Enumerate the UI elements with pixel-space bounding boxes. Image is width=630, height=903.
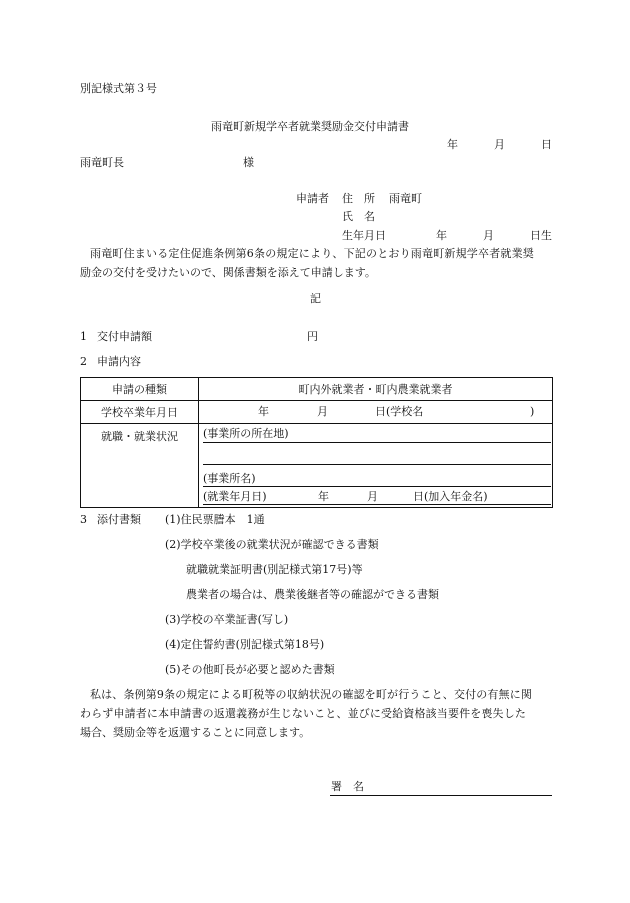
application-table bbox=[80, 377, 553, 508]
item1-label: 交付申請額 bbox=[97, 330, 152, 343]
addressee-honorific: 様 bbox=[243, 156, 254, 169]
row-employment-value bbox=[199, 424, 553, 508]
signature-line[interactable] bbox=[330, 795, 552, 796]
table-row bbox=[81, 378, 553, 401]
employment-day-pension: 日(加入年金名) bbox=[413, 490, 488, 503]
row-graduation-label: 学校卒業年月日 bbox=[81, 401, 199, 424]
graduation-day-school: 日(学校名 bbox=[375, 405, 424, 418]
date-day: 日 bbox=[541, 138, 552, 151]
birth-year: 年 bbox=[436, 229, 447, 242]
birthdate-label: 生年月日 bbox=[342, 229, 386, 242]
address-label: 住 所 bbox=[342, 192, 375, 205]
consent-line-1: 私は、条例第9条の規定による町税等の収納状況の確認を町が行うこと、交付の有無に関 bbox=[90, 688, 532, 701]
row-graduation-value bbox=[199, 401, 553, 424]
graduation-close-paren: ) bbox=[530, 405, 535, 418]
attachment-5: (5)その他町長が必要と認めた書類 bbox=[165, 663, 335, 676]
item2-number: 2 bbox=[80, 355, 87, 368]
signature-label: 署 名 bbox=[331, 780, 364, 793]
ki-heading: 記 bbox=[310, 292, 321, 305]
attachment-2b: 農業者の場合は、農業後継者等の確認ができる書類 bbox=[186, 588, 439, 601]
row-employment-label: 就職・就業状況 bbox=[81, 424, 199, 508]
table-row bbox=[81, 401, 553, 424]
birth-month: 月 bbox=[483, 229, 494, 242]
attachment-2: (2)学校卒業後の就業状況が確認できる書類 bbox=[165, 538, 379, 551]
row-type-label: 申請の種類 bbox=[81, 378, 199, 401]
form-title: 雨竜町新規学卒者就業奨励金交付申請書 bbox=[211, 120, 409, 133]
item1-unit: 円 bbox=[307, 330, 318, 343]
date-year: 年 bbox=[447, 138, 458, 151]
office-address-line-1 bbox=[203, 442, 551, 443]
addressee-name: 雨竜町長 bbox=[80, 156, 124, 169]
attachment-3: (3)学校の卒業証書(写し) bbox=[165, 613, 289, 626]
attachment-2a: 就職就業証明書(別記様式第17号)等 bbox=[186, 563, 363, 576]
consent-line-3: 場合、奨励金等を返還することに同意します。 bbox=[80, 726, 311, 739]
birth-day: 日生 bbox=[530, 229, 552, 242]
employment-year: 年 bbox=[318, 490, 329, 503]
date-month: 月 bbox=[494, 138, 505, 151]
consent-line-2: わらず申請者に本申請書の返還義務が生じないこと、並びに受給資格該当要件を喪失した bbox=[80, 707, 526, 720]
name-label: 氏 名 bbox=[342, 210, 375, 223]
graduation-year: 年 bbox=[258, 405, 269, 418]
row-type-value: 町内外就業者・町内農業就業者 bbox=[199, 378, 553, 401]
employment-office-address-label: (事業所の所在地) bbox=[203, 427, 289, 440]
employment-office-name-label: (事業所名) bbox=[203, 472, 256, 485]
employment-month: 月 bbox=[367, 490, 378, 503]
applicant-label: 申請者 bbox=[296, 192, 329, 205]
form-number: 別記様式第３号 bbox=[80, 82, 157, 95]
item1-number: 1 bbox=[80, 330, 87, 343]
intro-line-2: 励金の交付を受けたいので、関係書類を添えて申請します。 bbox=[80, 266, 376, 279]
address-value: 雨竜町 bbox=[389, 192, 422, 205]
item3-label: 添付書類 bbox=[97, 513, 141, 526]
intro-line-1: 雨竜町住まいる定住促進条例第6条の規定により、下記のとおり雨竜町新規学卒者就業奨 bbox=[90, 247, 534, 260]
item3-number: 3 bbox=[80, 513, 87, 526]
employment-date-line bbox=[203, 504, 551, 505]
item2-label: 申請内容 bbox=[97, 355, 141, 368]
table-row bbox=[81, 424, 553, 508]
attachment-4: (4)定住誓約書(別記様式第18号) bbox=[165, 638, 325, 651]
attachment-1: (1)住民票謄本 1通 bbox=[165, 513, 265, 526]
office-name-line bbox=[203, 486, 551, 487]
employment-date-label: (就業年月日) bbox=[203, 490, 267, 503]
office-address-line-2 bbox=[203, 464, 551, 465]
graduation-month: 月 bbox=[317, 405, 328, 418]
